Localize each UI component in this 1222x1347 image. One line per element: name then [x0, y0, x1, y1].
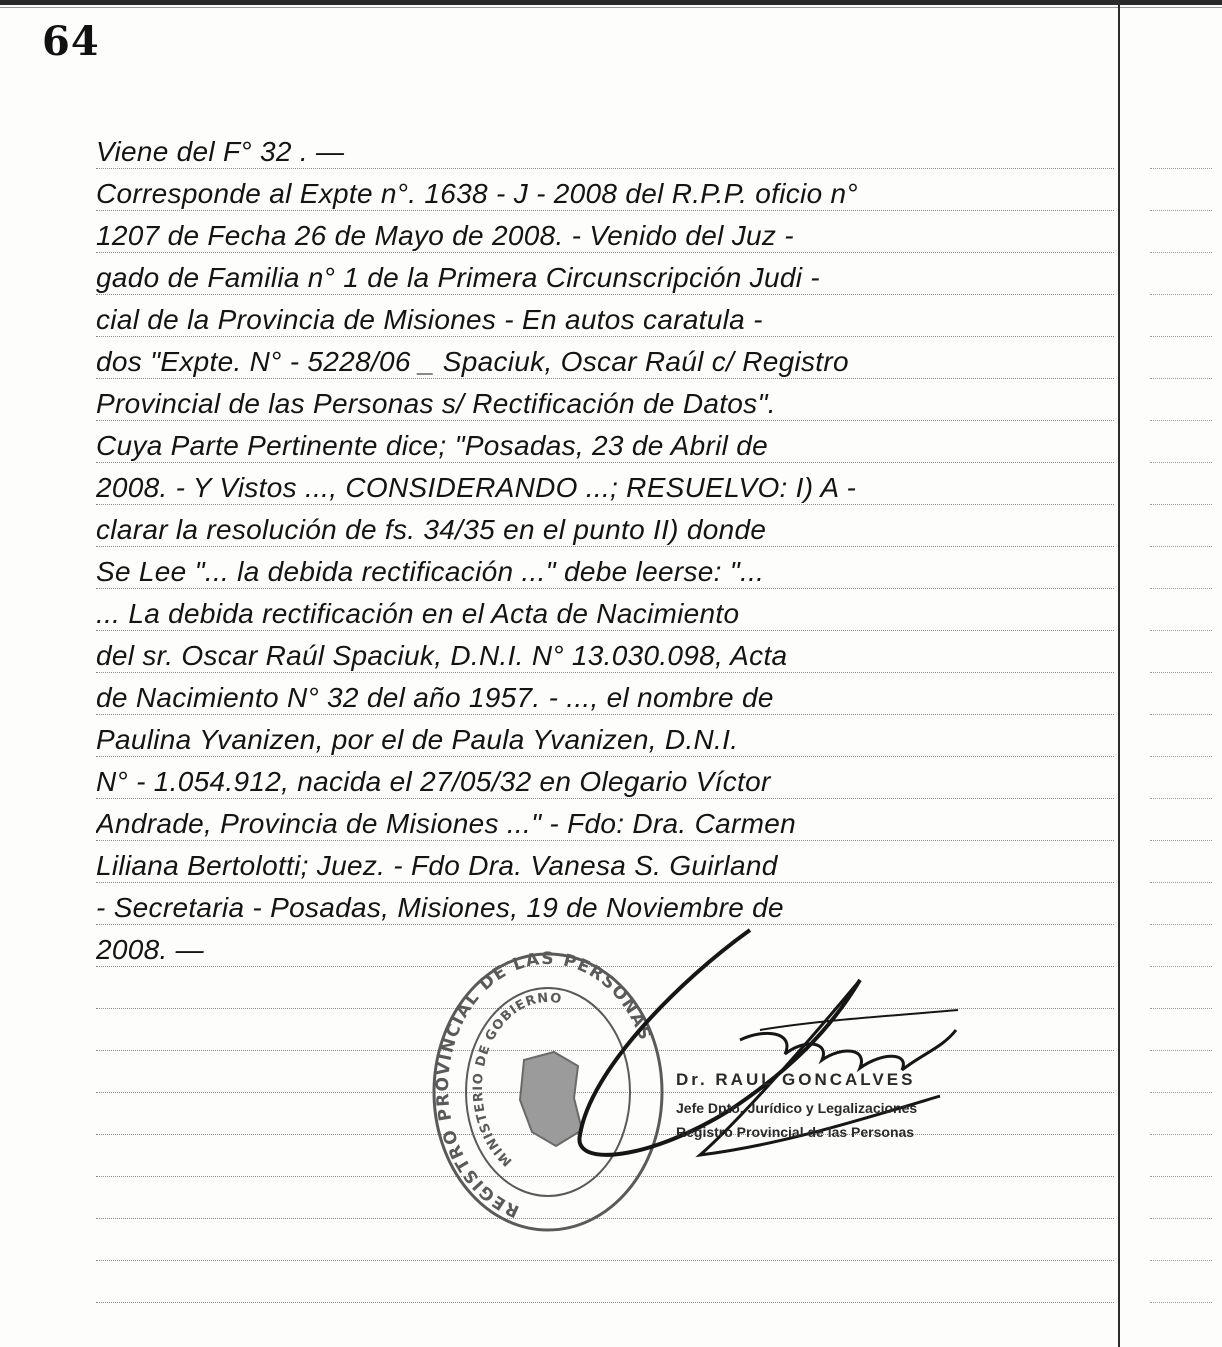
margin-ruled-line: [1150, 168, 1212, 169]
margin-ruled-line: [1150, 210, 1212, 211]
margin-ruled-line: [1150, 294, 1212, 295]
margin-ruled-line: [1150, 714, 1212, 715]
text-line: clarar la resolución de fs. 34/35 en el punto II) donde: [96, 514, 767, 545]
margin-border: [1118, 0, 1120, 1347]
text-line: Corresponde al Expte n°. 1638 - J - 2008 del R.P.P. oficio n°: [96, 178, 858, 209]
text-line: del sr. Oscar Raúl Spaciuk, D.N.I. N° 13.030.098, Acta: [96, 640, 788, 671]
margin-ruled-line: [1150, 462, 1212, 463]
signature-stamp: [676, 1070, 976, 1144]
text-line: - Secretaria - Posadas, Misiones, 19 de Noviembre de: [96, 892, 784, 923]
margin-ruled-line: [1150, 1218, 1212, 1219]
margin-ruled-line: [1150, 966, 1212, 967]
margin-ruled-line: [1150, 336, 1212, 337]
text-line: Liliana Bertolotti; Juez. - Fdo Dra. Vanesa S. Guirland: [96, 850, 778, 881]
signatory-office: Registro Provincial de las Personas: [676, 1124, 915, 1140]
text-line: gado de Familia n° 1 de la Primera Circunscripción Judi -: [96, 262, 820, 293]
text-line: Viene del F° 32 . —: [96, 136, 345, 167]
signatory-name: Dr. RAUL GONCALVES: [676, 1070, 916, 1089]
margin-ruled-line: [1150, 420, 1212, 421]
margin-ruled-line: [1150, 924, 1212, 925]
text-line: 2008. —: [96, 934, 204, 965]
ruled-line: [96, 1260, 1114, 1261]
text-line: Provincial de las Personas s/ Rectificación de Datos".: [96, 388, 776, 419]
margin-ruled-line: [1150, 1302, 1212, 1303]
text-line: ... La debida rectificación en el Acta de Nacimiento: [96, 598, 740, 629]
top-border-thin: [0, 7, 1222, 8]
margin-ruled-line: [1150, 588, 1212, 589]
margin-ruled-line: [1150, 756, 1212, 757]
text-line: dos "Expte. N° - 5228/06 _ Spaciuk, Oscar Raúl c/ Registro: [96, 346, 849, 377]
margin-ruled-line: [1150, 546, 1212, 547]
text-line: Se Lee "... la debida rectificación ..." debe leerse: "...: [96, 556, 765, 587]
margin-ruled-line: [1150, 1260, 1212, 1261]
text-line: N° - 1.054.912, nacida el 27/05/32 en Olegario Víctor: [96, 766, 771, 797]
text-line: cial de la Provincia de Misiones - En autos caratula -: [96, 304, 763, 335]
text-line: 2008. - Y Vistos ..., CONSIDERANDO ...; RESUELVO: I) A -: [96, 472, 857, 503]
page-number: 64: [42, 18, 100, 65]
margin-ruled-line: [1150, 840, 1212, 841]
margin-ruled-line: [1150, 252, 1212, 253]
margin-ruled-line: [1150, 1134, 1212, 1135]
text-line: Andrade, Provincia de Misiones ..." - Fdo: Dra. Carmen: [96, 808, 796, 839]
margin-ruled-line: [1150, 798, 1212, 799]
margin-ruled-line: [1150, 1176, 1212, 1177]
margin-ruled-line: [1150, 672, 1212, 673]
margin-ruled-line: [1150, 1092, 1212, 1093]
text-line: 1207 de Fecha 26 de Mayo de 2008. - Venido del Juz -: [96, 220, 794, 251]
text-line: Paulina Yvanizen, por el de Paula Yvanizen, D.N.I.: [96, 724, 739, 755]
ruled-line: [96, 1302, 1114, 1303]
signatory-role: Jefe Dpto. Jurídico y Legalizaciones: [676, 1100, 918, 1116]
top-border: [0, 0, 1222, 5]
text-line: de Nacimiento N° 32 del año 1957. - ..., el nombre de: [96, 682, 774, 713]
seal-inner-text: MINISTERIO DE GOBIERNO: [470, 990, 564, 1169]
margin-ruled-line: [1150, 504, 1212, 505]
margin-ruled-line: [1150, 1008, 1212, 1009]
margin-ruled-line: [1150, 630, 1212, 631]
margin-ruled-line: [1150, 378, 1212, 379]
margin-ruled-line: [1150, 1050, 1212, 1051]
text-line: Cuya Parte Pertinente dice; "Posadas, 23 de Abril de: [96, 430, 768, 461]
margin-ruled-line: [1150, 882, 1212, 883]
seal-outer-text: REGISTRO PROVINCIAL DE LAS PERSONAS: [432, 948, 656, 1222]
